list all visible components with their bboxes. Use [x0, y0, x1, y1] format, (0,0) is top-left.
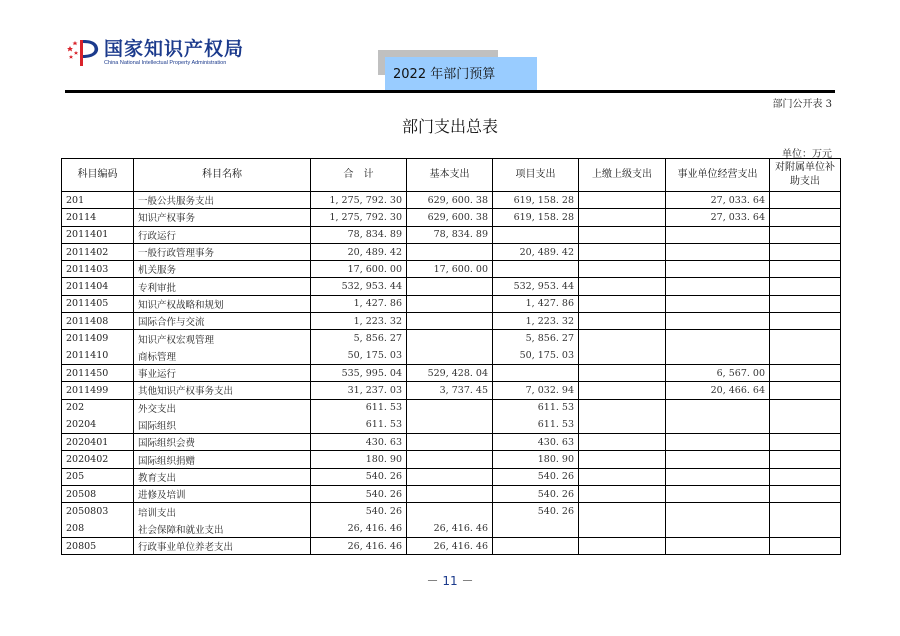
- row-business: [666, 537, 770, 554]
- row-business: [666, 520, 770, 537]
- row-name: 社会保障和就业支出: [134, 520, 311, 537]
- row-project: 619, 158. 28: [493, 209, 579, 226]
- row-project: 20, 489. 42: [493, 243, 579, 260]
- row-subsidy: [770, 416, 841, 433]
- row-subsidy: [770, 330, 841, 347]
- row-upper: [579, 192, 666, 209]
- row-code: 208: [62, 520, 134, 537]
- col-header-total: 合 计: [311, 159, 407, 192]
- budget-year-banner: 2022 年部门预算: [385, 57, 537, 91]
- row-project: 540. 26: [493, 468, 579, 485]
- table-row: [62, 313, 841, 330]
- row-basic: [407, 330, 493, 347]
- logo-title-en: China National Intellectual Property Administration: [104, 59, 227, 66]
- page-dash-right: －: [461, 574, 474, 588]
- row-basic: [407, 243, 493, 260]
- row-code: 2011450: [62, 364, 134, 381]
- row-subsidy: [770, 451, 841, 468]
- row-name: 其他知识产权事务支出: [134, 382, 311, 399]
- row-business: [666, 295, 770, 312]
- row-basic: [407, 468, 493, 485]
- row-name: 商标管理: [134, 347, 311, 364]
- row-project: 611. 53: [493, 416, 579, 433]
- row-project: 180. 90: [493, 451, 579, 468]
- row-upper: [579, 295, 666, 312]
- row-code: 2011408: [62, 313, 134, 330]
- row-name: 一般行政管理事务: [134, 243, 311, 260]
- col-header-upper: 上缴上级支出: [579, 159, 666, 192]
- row-upper: [579, 243, 666, 260]
- row-basic: 529, 428. 04: [407, 364, 493, 381]
- row-name: 机关服务: [134, 261, 311, 278]
- table-row: [62, 434, 841, 451]
- row-business: 20, 466. 64: [666, 382, 770, 399]
- row-upper: [579, 503, 666, 520]
- table-row: [62, 209, 841, 226]
- row-project: 540. 26: [493, 503, 579, 520]
- row-project: 540. 26: [493, 486, 579, 503]
- row-project: 5, 856. 27: [493, 330, 579, 347]
- table-row: [62, 261, 841, 278]
- row-project: [493, 520, 579, 537]
- table-row: [62, 226, 841, 243]
- row-code: 202: [62, 399, 134, 416]
- col-header-basic: 基本支出: [407, 159, 493, 192]
- row-name: 行政事业单位养老支出: [134, 537, 311, 554]
- row-name: 国际组织捐赠: [134, 451, 311, 468]
- row-upper: [579, 434, 666, 451]
- table-header-row: [62, 159, 841, 192]
- row-basic: 629, 600. 38: [407, 192, 493, 209]
- row-basic: 26, 416. 46: [407, 520, 493, 537]
- logo-title-cn: 国家知识产权局: [104, 37, 245, 60]
- row-total: 611. 53: [311, 416, 407, 433]
- row-code: 2050803: [62, 503, 134, 520]
- row-code: 201: [62, 192, 134, 209]
- row-upper: [579, 261, 666, 278]
- row-business: [666, 399, 770, 416]
- row-project: 1, 223. 32: [493, 313, 579, 330]
- row-name: 教育支出: [134, 468, 311, 485]
- row-business: [666, 434, 770, 451]
- row-business: [666, 468, 770, 485]
- row-subsidy: [770, 243, 841, 260]
- row-upper: [579, 416, 666, 433]
- row-total: 26, 416. 46: [311, 537, 407, 554]
- row-subsidy: [770, 520, 841, 537]
- row-total: 535, 995. 04: [311, 364, 407, 381]
- table-row: [62, 537, 841, 554]
- row-upper: [579, 537, 666, 554]
- row-basic: [407, 434, 493, 451]
- table-row: [62, 451, 841, 468]
- row-subsidy: [770, 209, 841, 226]
- row-business: [666, 278, 770, 295]
- row-subsidy: [770, 295, 841, 312]
- row-total: 540. 26: [311, 486, 407, 503]
- page-number: [0, 572, 900, 589]
- row-total: 1, 275, 792. 30: [311, 209, 407, 226]
- row-code: 2011403: [62, 261, 134, 278]
- row-business: [666, 347, 770, 364]
- row-subsidy: [770, 278, 841, 295]
- row-total: 540. 26: [311, 503, 407, 520]
- row-total: 1, 223. 32: [311, 313, 407, 330]
- row-business: [666, 226, 770, 243]
- row-code: 2020401: [62, 434, 134, 451]
- row-subsidy: [770, 468, 841, 485]
- row-code: 20805: [62, 537, 134, 554]
- table-number-label: 部门公开表 3: [772, 99, 832, 110]
- row-basic: [407, 295, 493, 312]
- row-project: 50, 175. 03: [493, 347, 579, 364]
- col-header-project: 项目支出: [493, 159, 579, 192]
- row-subsidy: [770, 347, 841, 364]
- row-basic: [407, 451, 493, 468]
- row-name: 国际组织: [134, 416, 311, 433]
- row-upper: [579, 278, 666, 295]
- row-code: 20508: [62, 486, 134, 503]
- row-total: 1, 427. 86: [311, 295, 407, 312]
- row-code: 20114: [62, 209, 134, 226]
- row-basic: [407, 399, 493, 416]
- row-basic: 26, 416. 46: [407, 537, 493, 554]
- row-total: 430. 63: [311, 434, 407, 451]
- row-subsidy: [770, 503, 841, 520]
- row-total: 611. 53: [311, 399, 407, 416]
- header-divider: [65, 90, 835, 93]
- row-basic: [407, 503, 493, 520]
- row-total: 50, 175. 03: [311, 347, 407, 364]
- row-name: 事业运行: [134, 364, 311, 381]
- row-business: 27, 033. 64: [666, 209, 770, 226]
- col-header-subsidy: 对附属单位补助支出: [770, 159, 841, 192]
- row-code: 2011401: [62, 226, 134, 243]
- row-upper: [579, 330, 666, 347]
- row-upper: [579, 226, 666, 243]
- row-code: 205: [62, 468, 134, 485]
- row-project: 7, 032. 94: [493, 382, 579, 399]
- row-name: 进修及培训: [134, 486, 311, 503]
- row-basic: 17, 600. 00: [407, 261, 493, 278]
- row-subsidy: [770, 261, 841, 278]
- row-subsidy: [770, 382, 841, 399]
- row-upper: [579, 468, 666, 485]
- row-total: 31, 237. 03: [311, 382, 407, 399]
- row-code: 2011404: [62, 278, 134, 295]
- row-project: [493, 364, 579, 381]
- row-project: [493, 537, 579, 554]
- table-row: [62, 503, 841, 520]
- row-name: 行政运行: [134, 226, 311, 243]
- row-subsidy: [770, 434, 841, 451]
- row-project: 430. 63: [493, 434, 579, 451]
- row-upper: [579, 520, 666, 537]
- row-code: 2011409: [62, 330, 134, 347]
- row-business: [666, 486, 770, 503]
- row-name: 国际合作与交流: [134, 313, 311, 330]
- row-business: [666, 451, 770, 468]
- table-row: [62, 278, 841, 295]
- row-project: 1, 427. 86: [493, 295, 579, 312]
- row-project: [493, 226, 579, 243]
- row-code: 2011410: [62, 347, 134, 364]
- col-header-business: 事业单位经营支出: [666, 159, 770, 192]
- row-code: 2011402: [62, 243, 134, 260]
- row-total: 20, 489. 42: [311, 243, 407, 260]
- row-code: 2011405: [62, 295, 134, 312]
- table-row: [62, 416, 841, 433]
- row-name: 专利审批: [134, 278, 311, 295]
- row-business: [666, 503, 770, 520]
- table-row: [62, 347, 841, 364]
- row-name: 一般公共服务支出: [134, 192, 311, 209]
- row-business: 27, 033. 64: [666, 192, 770, 209]
- row-upper: [579, 399, 666, 416]
- row-subsidy: [770, 192, 841, 209]
- row-total: 26, 416. 46: [311, 520, 407, 537]
- row-basic: [407, 486, 493, 503]
- table-row: [62, 364, 841, 381]
- row-total: 17, 600. 00: [311, 261, 407, 278]
- row-subsidy: [770, 399, 841, 416]
- row-business: [666, 416, 770, 433]
- row-code: 20204: [62, 416, 134, 433]
- table-row: [62, 486, 841, 503]
- row-basic: [407, 278, 493, 295]
- row-basic: [407, 416, 493, 433]
- col-header-code: 科目编码: [62, 159, 134, 192]
- unit-label: 单位：万元: [782, 149, 832, 160]
- row-business: [666, 261, 770, 278]
- row-basic: [407, 347, 493, 364]
- row-subsidy: [770, 537, 841, 554]
- row-name: 知识产权事务: [134, 209, 311, 226]
- row-basic: 78, 834. 89: [407, 226, 493, 243]
- row-name: 外交支出: [134, 399, 311, 416]
- row-project: 532, 953. 44: [493, 278, 579, 295]
- page-dash-left: －: [426, 574, 439, 588]
- row-total: 540. 26: [311, 468, 407, 485]
- row-name: 国际组织会费: [134, 434, 311, 451]
- row-business: [666, 330, 770, 347]
- row-upper: [579, 364, 666, 381]
- row-upper: [579, 313, 666, 330]
- row-project: 611. 53: [493, 399, 579, 416]
- row-upper: [579, 486, 666, 503]
- row-upper: [579, 451, 666, 468]
- row-project: 619, 158. 28: [493, 192, 579, 209]
- row-name: 知识产权宏观管理: [134, 330, 311, 347]
- row-total: 1, 275, 792. 30: [311, 192, 407, 209]
- row-upper: [579, 209, 666, 226]
- row-code: 2011499: [62, 382, 134, 399]
- row-total: 5, 856. 27: [311, 330, 407, 347]
- page-title: 部门支出总表: [401, 117, 498, 136]
- table-row: [62, 243, 841, 260]
- table-row: [62, 330, 841, 347]
- row-total: 532, 953. 44: [311, 278, 407, 295]
- cnipa-emblem-icon: [66, 36, 100, 68]
- row-subsidy: [770, 226, 841, 243]
- col-header-name: 科目名称: [134, 159, 311, 192]
- row-total: 78, 834. 89: [311, 226, 407, 243]
- table-row: [62, 382, 841, 399]
- row-basic: 629, 600. 38: [407, 209, 493, 226]
- row-upper: [579, 382, 666, 399]
- row-project: [493, 261, 579, 278]
- row-business: [666, 243, 770, 260]
- row-subsidy: [770, 313, 841, 330]
- cnipa-logo: [66, 36, 244, 68]
- table-row: [62, 192, 841, 209]
- row-subsidy: [770, 486, 841, 503]
- row-basic: 3, 737. 45: [407, 382, 493, 399]
- row-business: 6, 567. 00: [666, 364, 770, 381]
- row-name: 培训支出: [134, 503, 311, 520]
- row-business: [666, 313, 770, 330]
- page-number-value: 11: [442, 574, 458, 588]
- table-row: [62, 295, 841, 312]
- row-name: 知识产权战略和规划: [134, 295, 311, 312]
- row-basic: [407, 313, 493, 330]
- row-upper: [579, 347, 666, 364]
- table-row: [62, 520, 841, 537]
- table-row: [62, 468, 841, 485]
- row-total: 180. 90: [311, 451, 407, 468]
- row-subsidy: [770, 364, 841, 381]
- row-code: 2020402: [62, 451, 134, 468]
- table-row: [62, 399, 841, 416]
- expenditure-table: [61, 158, 841, 555]
